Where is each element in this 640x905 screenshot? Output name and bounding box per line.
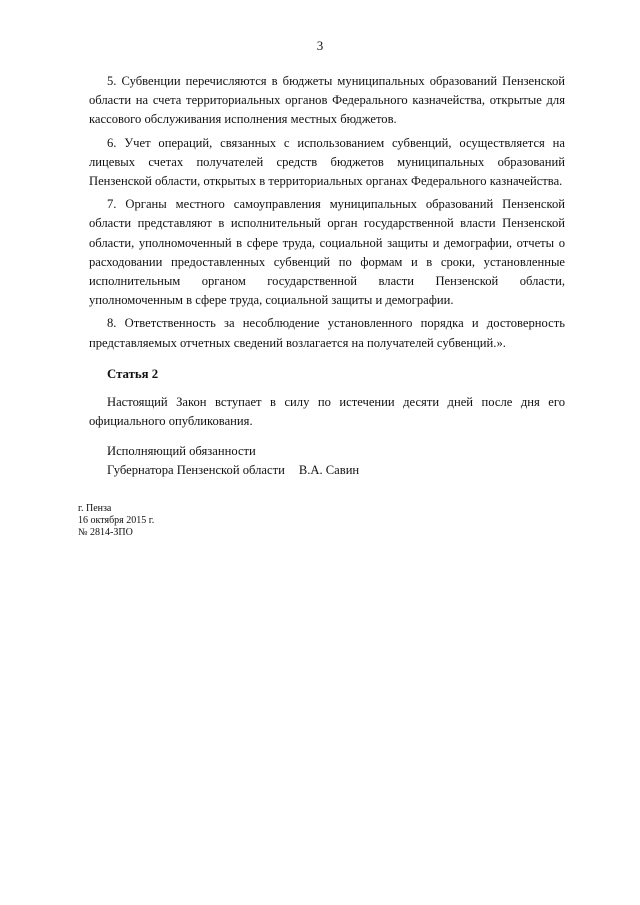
document-body [89,72,565,435]
paragraph-6: 6. Учет операций, связанных с использованием субвенций, осуществляется на лицевых счетах получателей средств бюджетов муниципальных образований Пензенской области, открытых в территориальных органах Федерального казначейства. [89,135,565,189]
paragraph-8: 8. Ответственность за несоблюдение установленного порядка и достоверность представляемых отчетных сведений возлагается на получателей субвенций.». [89,316,565,350]
page-number: 3 [316,38,324,53]
paragraph-5: 5. Субвенции перечисляются в бюджеты муниципальных образований Пензенской области на счета территориальных органов Федерального казначейства, открытые для кассового обслуживания исполнения местных бюджетов. [89,74,565,127]
footer-date: 16 октября 2015 г. [78,515,155,526]
signature-title-line1: Исполняющий обязанности [107,444,256,458]
footer-law-number: № 2814-ЗПО [78,527,133,538]
footer-city: г. Пенза [78,503,112,514]
signatory-name: В.А. Савин [298,463,360,478]
signature-block [107,442,359,480]
article-2-text: Настоящий Закон вступает в силу по истечении десяти дней после дня его официального опубликования. [89,395,565,429]
article-2-heading: Статья 2 [107,366,159,381]
signature-position: Губернатора Пензенской области [107,463,285,478]
document-footer [78,503,154,539]
signature-title-line2 [107,461,359,480]
paragraph-7: 7. Органы местного самоуправления муниципальных образований Пензенской области представляют в исполнительный орган государственной власти Пензенской области, уполномоченный в сфере труда, социальной защиты и демографии, отчеты о расходовании предоставленных субвенций по формам и в сроки, установленные исполнительным органом государственной власти Пензенской области, уполномоченным в сфере труда, социальной защиты и демографии. [89,197,565,308]
